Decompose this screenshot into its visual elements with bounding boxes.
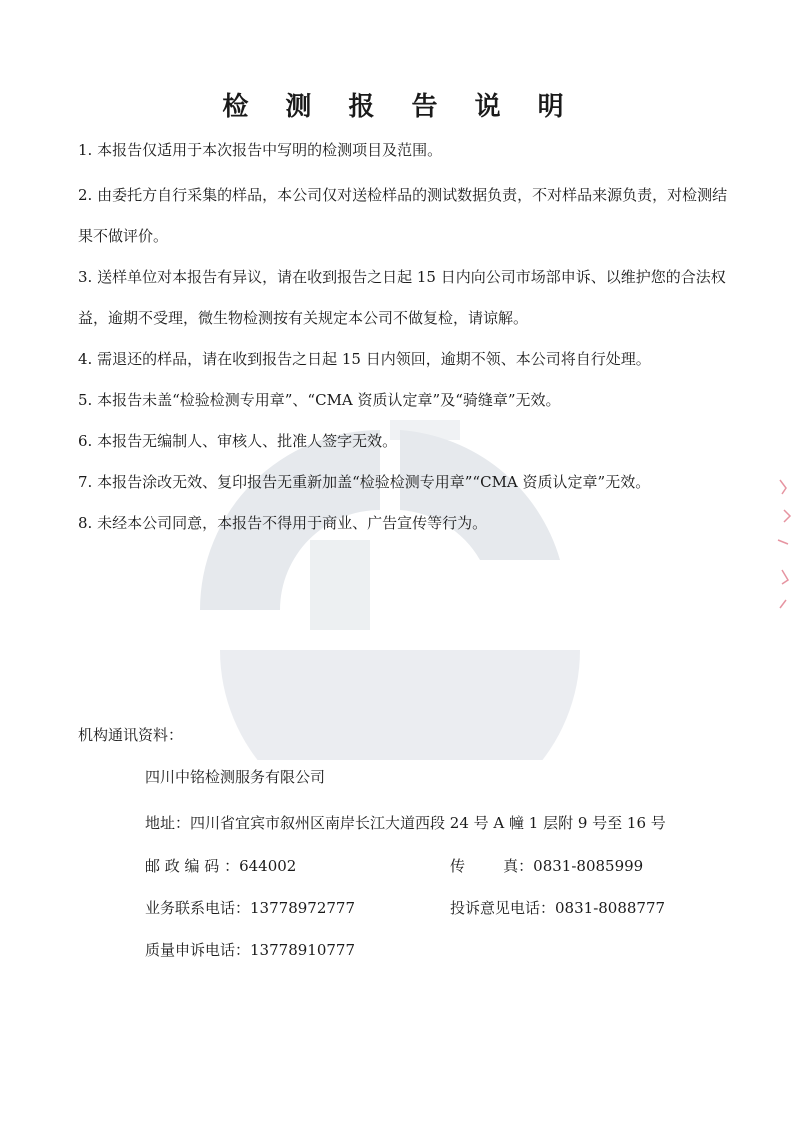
business-phone-label: 业务联系电话： [145, 899, 251, 917]
business-phone-value: 13778972777 [250, 899, 355, 917]
quality-phone-label: 质量申诉电话： [145, 941, 251, 959]
company-name: 四川中铭检测服务有限公司 [145, 768, 326, 786]
postcode-row [145, 855, 296, 876]
fax-row [450, 855, 643, 876]
complaint-phone-row [450, 897, 665, 918]
address-line [145, 812, 666, 833]
address-label: 地址： [145, 814, 191, 832]
fax-value: 0831-8085999 [533, 857, 644, 875]
quality-phone-row [145, 939, 355, 960]
clause-6: 6. 本报告无编制人、审核人、批准人签字无效。 [78, 432, 398, 450]
clause-3: 3. 送样单位对本报告有异议，请在收到报告之日起 15 日内向公司市场部申诉、以维护您的合法权益，逾期不受理，微生物检测按有关规定本公司不做复检，请谅解。 [78, 268, 726, 327]
clause-5: 5. 本报告未盖“检验检测专用章”、“CMA 资质认定章”及“骑缝章”无效。 [78, 391, 561, 409]
complaint-phone-value: 0831-8088777 [555, 899, 666, 917]
clause-2: 2. 由委托方自行采集的样品，本公司仅对送检样品的测试数据负责，不对样品来源负责，对检测结果不做评价。 [78, 186, 728, 245]
address-value: 四川省宜宾市叙州区南岸长江大道西段 24 号 A 幢 1 层附 9 号至 16 号 [190, 814, 666, 832]
quality-phone-value: 13778910777 [250, 941, 355, 959]
clause-4: 4. 需退还的样品，请在收到报告之日起 15 日内领回，逾期不领、本公司将自行处理。 [78, 350, 651, 368]
clause-7: 7. 本报告涂改无效、复印报告无重新加盖“检验检测专用章”“CMA 资质认定章”无效。 [78, 473, 651, 491]
contact-heading: 机构通讯资料： [78, 726, 184, 744]
business-phone-row [145, 897, 355, 918]
fax-label: 传 真： [450, 857, 534, 875]
clause-1: 1. 本报告仅适用于本次报告中写明的检测项目及范围。 [78, 141, 443, 159]
postcode-label: 邮 政 编 码 ： [145, 857, 240, 875]
page-title: 检 测 报 告 说 明 [222, 92, 578, 122]
postcode-value: 644002 [239, 857, 297, 875]
seam-stamp-edge [770, 470, 796, 620]
complaint-phone-label: 投诉意见电话： [450, 899, 556, 917]
clause-8: 8. 未经本公司同意，本报告不得用于商业、广告宣传等行为。 [78, 514, 488, 532]
